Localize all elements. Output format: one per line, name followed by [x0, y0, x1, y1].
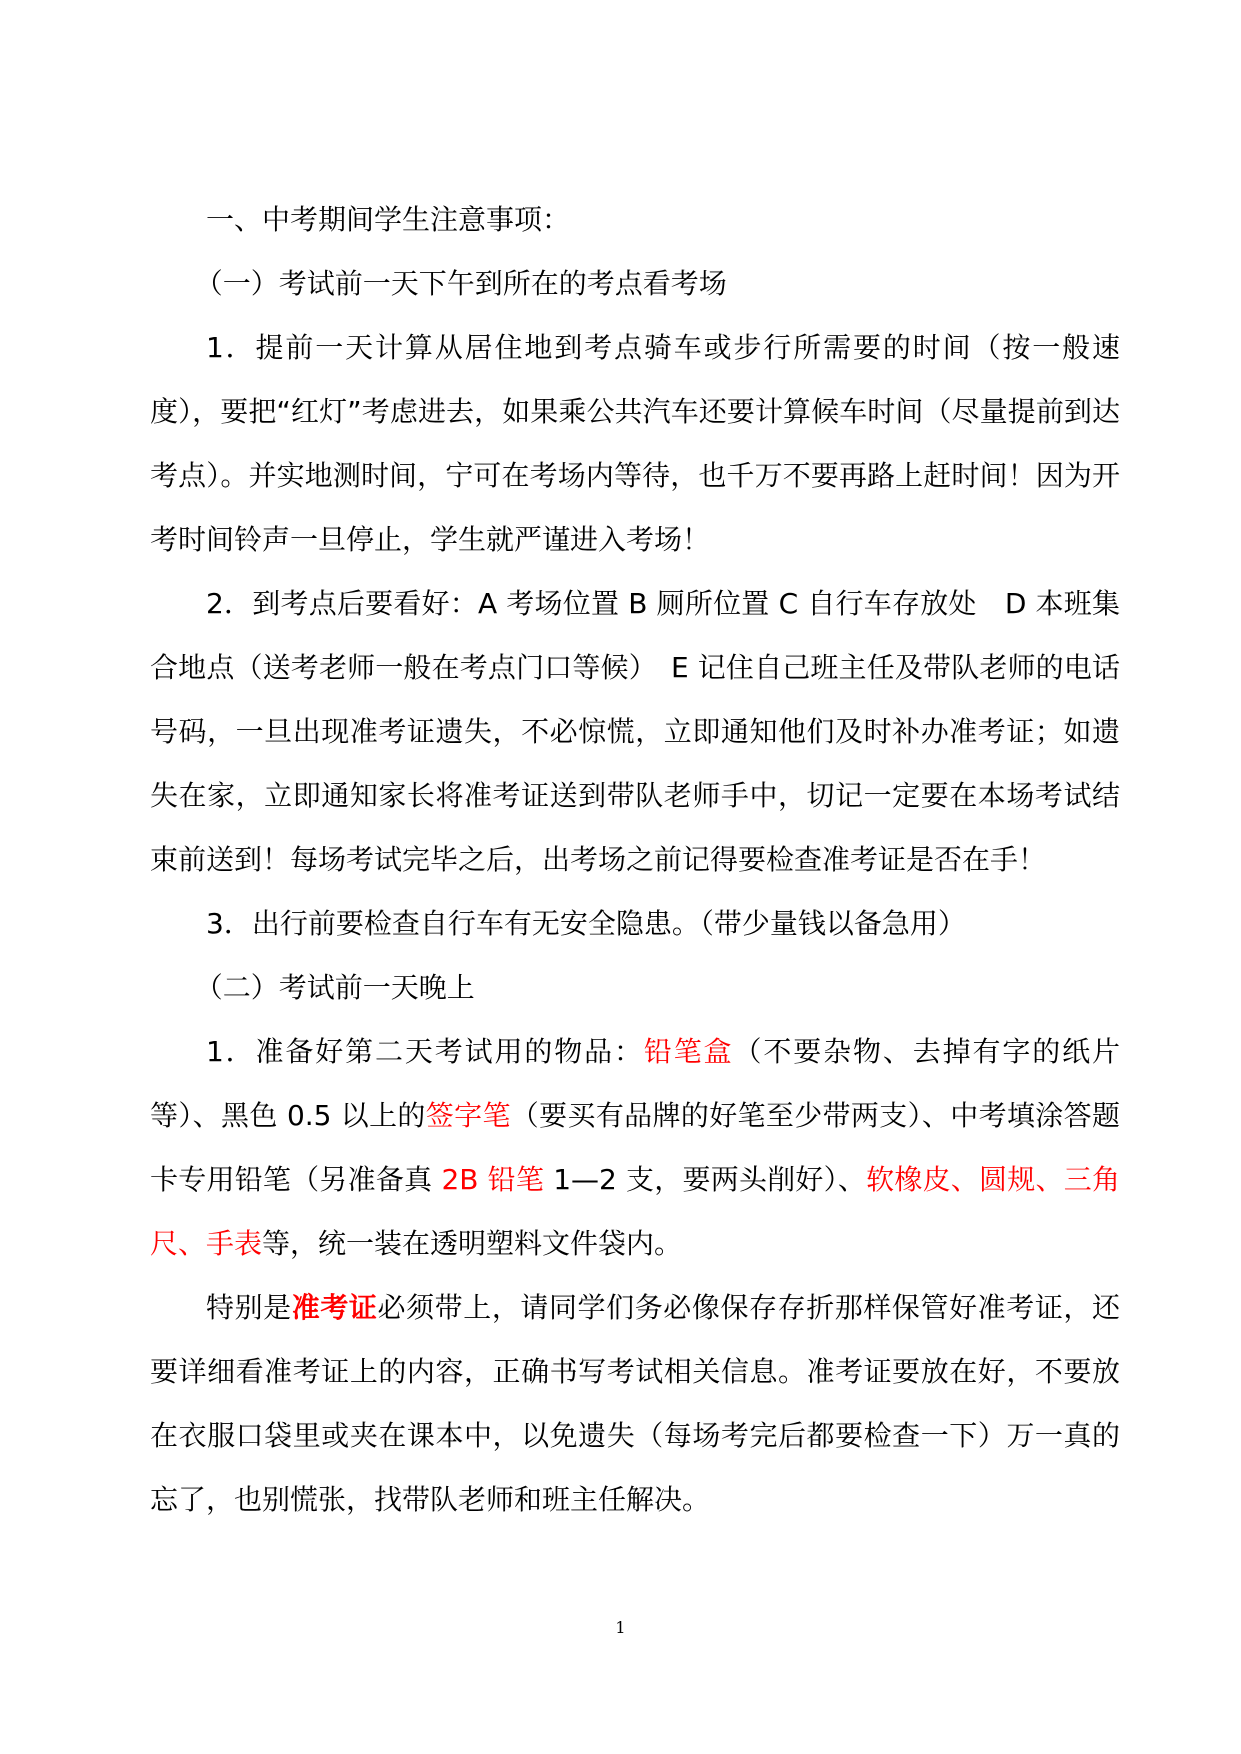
- text-run: 等，统一装在透明塑料文件袋内。: [262, 1227, 683, 1260]
- heading-section-one: 一、中考期间学生注意事项：: [206, 203, 571, 236]
- highlight-2b-pencil: 2B 铅笔: [441, 1163, 545, 1196]
- paragraph-item-1-exam-supplies: [150, 1020, 1120, 1276]
- text-run: 必须带上，请同学们务必像保存存折那样保管好准考证，还要详细看准考证上的内容，正确书写考试相关信息。准考证要放在好，不要放在衣服口袋里或夹在课本中，以免遗失（每场考完后都要检查一下）万一真的忘了，也别慌张，找带队老师和班主任解决。: [150, 1291, 1120, 1516]
- highlight-pencil-case: 铅笔盒: [643, 1035, 734, 1068]
- paragraph-item-3-bicycle-check: 3．出行前要检查自行车有无安全隐患。（带少量钱以备急用）: [206, 907, 966, 940]
- text-run: （要买有品牌的好笔至少带两支）、中考填涂答题卡专用铅笔（另准备真: [150, 1099, 1120, 1196]
- text-run: 1．准备好第二天考试用的物品：: [206, 1035, 644, 1068]
- text-run: 1—2 支，要两头削好）、: [544, 1163, 867, 1196]
- subheading-day-before-afternoon: （一）考试前一天下午到所在的考点看考场: [194, 267, 727, 300]
- paragraph-admission-ticket-note: [150, 1276, 1120, 1532]
- text-run: 特别是: [206, 1291, 292, 1324]
- subheading-day-before-evening: （二）考试前一天晚上: [194, 971, 475, 1004]
- page-number: 1: [615, 1618, 626, 1637]
- highlight-eraser-compass-ruler-watch: 软橡皮、圆规、三角尺、手表: [150, 1163, 1120, 1260]
- paragraph-item-2-check-locations: 2．到考点后要看好：A 考场位置 B 厕所位置 C 自行车存放处 D 本班集合地点（送考老师一般在考点门口等候） E 记住自己班主任及带队老师的电话号码，一旦出现准考证遗失，不必惊慌，立即通知他们及时补办准考证；如遗失在家，立即通知家长将准考证送到带队老师手中，切记一定要在本场考试结束前送到！每场考试完毕之后，出考场之前记得要检查准考证是否在手！: [150, 587, 1120, 876]
- text-run: （不要杂物、去掉有字的纸片等）、黑色 0.5 以上的: [150, 1035, 1120, 1132]
- highlight-admission-ticket: 准考证: [291, 1291, 378, 1324]
- highlight-signing-pen: 签字笔: [425, 1099, 511, 1132]
- document-body: [150, 188, 1120, 1532]
- paragraph-item-1-travel-time: 1．提前一天计算从居住地到考点骑车或步行所需要的时间（按一般速度），要把“红灯”考虑进去，如果乘公共汽车还要计算候车时间（尽量提前到达考点）。并实地测时间，宁可在考场内等待，也千万不要再路上赶时间！因为开考时间铃声一旦停止，学生就严谨进入考场！: [150, 331, 1120, 556]
